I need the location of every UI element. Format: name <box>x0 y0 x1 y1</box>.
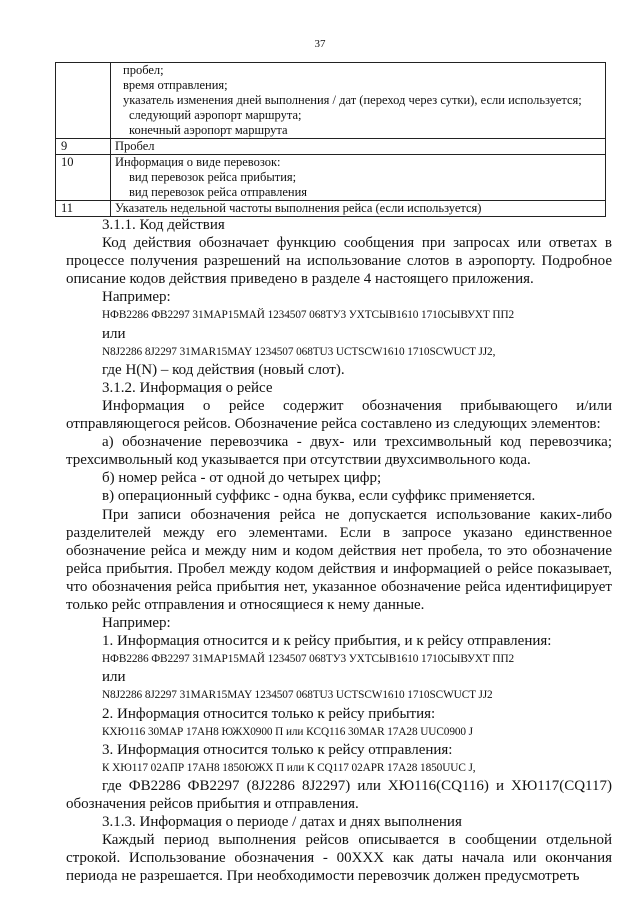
table-line: пробел; <box>123 63 164 77</box>
section-heading: 3.1.2. Информация о рейсе <box>102 379 273 396</box>
section-heading: 3.1.1. Код действия <box>102 217 225 233</box>
paragraph: Код действия обозначает функцию сообщения при запросах или ответах в процессе получения разрешений на использование слотов в аэропорту. Подробное описание кодов действия приведено в разделе 4 настоящего приложения. <box>66 235 612 288</box>
row-number: 10 <box>56 155 111 201</box>
paragraph: 3. Информация относится только к рейсу отправления: <box>102 741 453 758</box>
table-line: вид перевозок рейса прибытия; <box>129 170 297 184</box>
paragraph: При записи обозначения рейса не допускается использование каких-либо разделителей между его элементами. Если в запросе указано единственное обозначение рейса и между ним и кодом действия нет пробела, то это обозначение рейса прибытия. Пробел между кодом действия и информацией о рейсе показывает, что обозначения рейса прибытия нет, указанное обозначение рейса идентифицирует только рейс отправления и относящиеся к нему данные. <box>66 506 612 613</box>
row-number: 11 <box>56 201 111 217</box>
table-line: Указатель недельной частоты выполнения рейса (если используется) <box>115 201 482 215</box>
message-example: К ХЮ117 02АПР 17АН8 1850ЮЖХ П или К CQ117 02APR 17A28 1850UUC J, <box>102 761 476 774</box>
message-format-table <box>55 62 606 217</box>
table-line: указатель изменения дней выполнения / дат (переход через сутки), если используется; <box>123 93 582 107</box>
paragraph: Информация о рейсе содержит обозначения прибывающего и/или отправляющегося рейсов. Обозначение рейса составлено из следующих элементов: <box>66 397 612 433</box>
row-content <box>111 155 606 201</box>
paragraph: б) номер рейса - от одной до четырех цифр; <box>102 470 382 487</box>
table-row <box>56 201 606 217</box>
paragraph: где ФВ2286 ФВ2297 (8J2286 8J2297) или ХЮ116(CQ116) и ХЮ117(CQ117) обозначения рейсов прибытия и отправления. <box>66 777 612 812</box>
section-heading: 3.1.3. Информация о периоде / датах и днях выполнения <box>102 814 462 831</box>
paragraph: 1. Информация относится и к рейсу прибытия, и к рейсу отправления: <box>102 633 552 650</box>
paragraph: или <box>102 325 126 342</box>
table-line: конечный аэропорт маршрута <box>129 123 288 137</box>
row-content <box>111 139 606 155</box>
paragraph: Например: <box>102 615 171 632</box>
message-example: НФВ2286 ФВ2297 31МАР15МАЙ 1234507 068ТУ3 УХТСЫВ1610 1710СЫВУХТ ПП2 <box>102 309 515 322</box>
table-line: вид перевозок рейса отправления <box>129 185 308 199</box>
paragraph: где Н(N) – код действия (новый слот). <box>102 361 345 378</box>
table-row <box>56 155 606 201</box>
table-row <box>56 139 606 155</box>
message-example: НФВ2286 ФВ2297 31МАР15МАЙ 1234507 068ТУ3 УХТСЫВ1610 1710СЫВУХТ ПП2 <box>102 653 515 666</box>
paragraph: в) операционный суффикс - одна буква, если суффикс применяется. <box>102 488 536 505</box>
page-number: 37 <box>314 38 326 50</box>
row-content <box>111 201 606 217</box>
table-line: Пробел <box>115 139 155 153</box>
document-body <box>66 216 612 885</box>
table-line: следующий аэропорт маршрута; <box>129 108 302 122</box>
row-number: 9 <box>56 139 111 155</box>
paragraph: Каждый период выполнения рейсов описывается в сообщении отдельной строкой. Использование обозначения - 00XXX как даты начала или окончания периода не разрешается. При необходимости перевозчик должен предусмотреть <box>66 832 612 885</box>
paragraph: а) обозначение перевозчика - двух- или трехсимвольный код перевозчика; трехсимвольный код указывается при отсутствии двухсимвольного кода. <box>66 434 612 469</box>
row-number <box>56 63 111 139</box>
message-example: N8J2286 8J2297 31MAR15MAY 1234507 068TU3 UCTSCW1610 1710SCWUCT JJ2, <box>102 345 496 358</box>
paragraph: или <box>102 669 126 686</box>
table-line: время отправления; <box>123 78 228 92</box>
paragraph: Например: <box>102 289 171 306</box>
paragraph: 2. Информация относится только к рейсу прибытия: <box>102 705 436 722</box>
row-content <box>111 63 606 139</box>
table-row <box>56 63 606 139</box>
table-line: Информация о виде перевозок: <box>115 155 281 169</box>
message-example: N8J2286 8J2297 31MAR15MAY 1234507 068TU3 UCTSCW1610 1710SCWUCT JJ2 <box>102 689 493 702</box>
message-example: КХЮ116 30МАР 17АН8 ЮЖХ0900 П или КCQ116 30MAR 17A28 UUC0900 J <box>102 725 473 738</box>
